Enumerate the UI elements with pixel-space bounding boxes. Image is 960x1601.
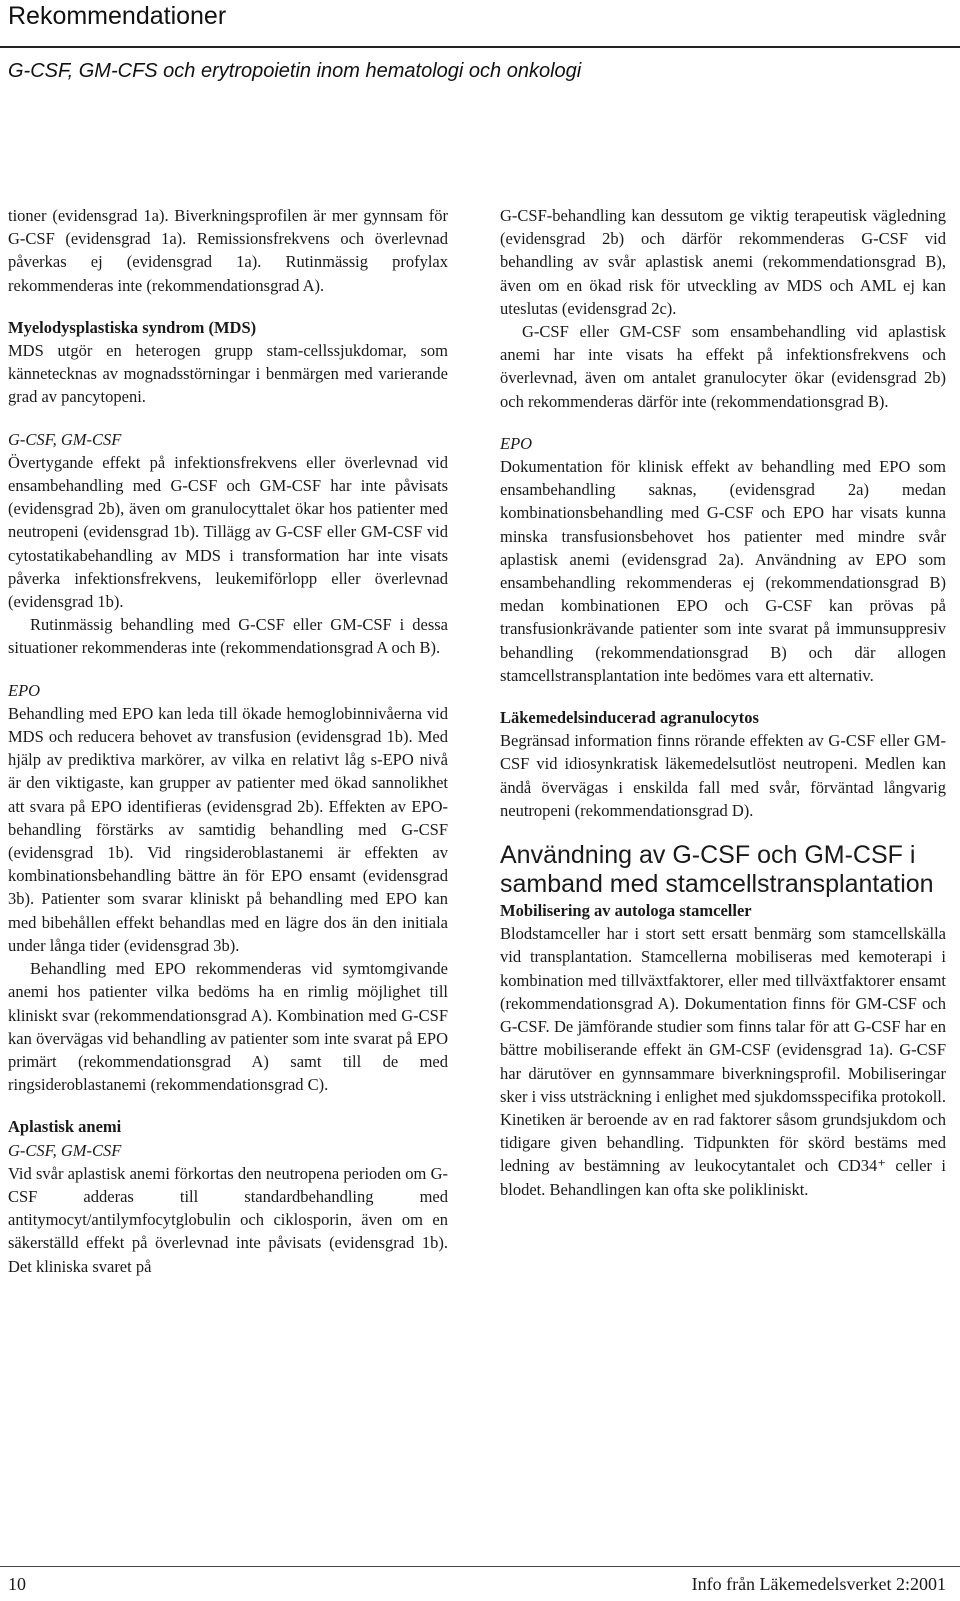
header-divider xyxy=(0,46,960,48)
aplastic-paragraph-1: Vid svår aplastisk anemi förkortas den neutropena perioden om G-CSF adderas till standardbehandling med antitymocyt/antilymfocytglobulin och ciklosporin, även om en säkerställd effekt på överlevnad inte påvisats (evidensgrad 1b). Det kliniska svaret på xyxy=(8,1163,448,1276)
mobilization-paragraph: Blodstamceller har i stort sett ersatt benmärg som stamcellskälla vid transplantation. Stamcellerna mobiliseras med kemoterapi i kombination med tillväxtfaktorer, eller med tillväxtfaktorer ensamt (rekommendationsgrad A). Dokumentation finns för GM-CSF och G-CSF. De jämförande studier som finns talar för att G-CSF har en bättre mobiliserande effekt än GM-CSF (evidensgrad 1a). G-CSF har därutöver en gynnsammare biverkningsprofil. Mobiliseringar sker i viss utsträckning i enlighet med sjukdomsspecifika protokoll. Kinetiken är beroende av en rad faktorer såsom grundsjukdom och tidigare given behandling. Tidpunkten för skörd bestäms med ledning av bestämning av leukocytantalet och CD34⁺ celler i blodet. Behandlingen kan ofta ske polikliniskt. xyxy=(500,924,946,1199)
epo-paragraph-1: Behandling med EPO kan leda till ökade hemoglobinnivåerna vid MDS och reducera behovet av transfusion (evidensgrad 1b). Med hjälp av prediktiva markörer, av vilka en relativt låg s-EPO nivå är den viktigaste, kan grupper av patienter med ökad sannolikhet att svara på EPO identifieras (evidensgrad 2b). Effekten av EPO-behandling förstärks av samtidig behandling med G-CSF (evidensgrad 1b). Vid ringsideroblastanemi är effekten av kombinationsbehandling bättre än för EPO ensamt (evidensgrad 3b). Patienter som svarar kliniskt på behandling med EPO kan med bibehållen effekt behandlas med en lägre dos än den initiala under långa tider (evidensgrad 3b). xyxy=(8,703,448,955)
right-paragraph-1: G-CSF-behandling kan dessutom ge viktig terapeutisk vägledning (evidensgrad 2b) och därför rekommenderas G-CSF vid behandling av svår aplastisk anemi (rekommendationsgrad B), även om en ökad risk för utveckling av MDS och AML ej kan uteslutas (evidensgrad 2c). xyxy=(500,206,946,318)
footer-divider xyxy=(0,1566,960,1567)
left-column xyxy=(8,204,448,1278)
gcsf-heading: G-CSF, GM-CSF xyxy=(8,429,122,449)
section-heading: Användning av G-CSF och GM-CSF i samband med stamcellstransplantation xyxy=(500,841,934,899)
page-number: 10 xyxy=(8,1574,26,1594)
intro-paragraph: tioner (evidensgrad 1a). Biverkningsprofilen är mer gynnsam för G-CSF (evidensgrad 1a). Remissionsfrekvens och överlevnad påverkas ej (evidensgrad 1a). Rutinmässig profylax rekommenderas inte (rekommendationsgrad A). xyxy=(8,206,448,295)
aplastic-epo-heading: EPO xyxy=(500,433,533,453)
mobilization-heading: Mobilisering av autologa stamceller xyxy=(500,901,752,921)
mds-paragraph: MDS utgör en heterogen grupp stam-cellssjukdomar, som kännetecknas av mognadsstörningar i benmärgen med varierande grad av pancytopeni. xyxy=(8,341,448,407)
gcsf-paragraph-2: Rutinmässig behandling med G-CSF eller GM-CSF i dessa situationer rekommenderas inte (rekommendationsgrad A och B). xyxy=(8,615,448,658)
publication-name: Info från Läkemedelsverket 2:2001 xyxy=(691,1574,946,1594)
right-paragraph-2: G-CSF eller GM-CSF som ensambehandling vid aplastisk anemi har inte visats ha effekt på infektionsfrekvens och överlevnad, även om antalet granulocyter ökar (evidensgrad 2b) och rekommenderas därför inte (rekommendationsgrad B). xyxy=(500,322,946,411)
epo-paragraph-2: Behandling med EPO rekommenderas vid symtomgivande anemi hos patienter vilka bedöms ha en rimlig möjlighet till kliniskt svar (rekommendationsgrad A). Kombination med G-CSF kan övervägas vid behandling av patienter som inte svarat på EPO primärt (rekommendationsgrad A) samt till de med ringsideroblastanemi (rekommendationsgrad C). xyxy=(8,959,448,1095)
aplastic-subheading: G-CSF, GM-CSF xyxy=(8,1140,122,1160)
aplastic-heading: Aplastisk anemi xyxy=(8,1117,122,1137)
mds-heading: Myelodysplastiska syndrom (MDS) xyxy=(8,317,257,337)
agranulocytosis-heading: Läkemedelsinducerad agranulocytos xyxy=(500,708,759,728)
epo-heading: EPO xyxy=(8,680,41,700)
right-column xyxy=(500,204,946,1201)
page-subtitle: G-CSF, GM-CFS och erytropoietin inom hematologi och onkologi xyxy=(8,60,582,82)
aplastic-epo-paragraph: Dokumentation för klinisk effekt av behandling med EPO som ensambehandling saknas, (evidensgrad 2a) medan kombinationsbehandling med G-CSF och EPO har visats kunna minska transfusionsbehovet hos patienter med mindre svår aplastisk anemi (evidensgrad 2a). Användning av EPO som ensambehandling rekommenderas ej (rekommendationsgrad B) medan kombinationen EPO och G-CSF kan prövas på transfusionkrävande patienter som inte svarat på immunsuppresiv behandling (rekommendationsgrad B) och där allogen stamcellstransplantation inte bedömes vara ett alternativ. xyxy=(500,457,946,685)
agranulocytosis-paragraph: Begränsad information finns rörande effekten av G-CSF eller GM-CSF vid idiosynkratisk läkemedelsutlöst neutropeni. Medlen kan ändå övervägas i enskilda fall med svår, förväntad långvarig neutropeni (rekommendationsgrad D). xyxy=(500,731,946,820)
page-title: Rekommendationer xyxy=(8,2,227,30)
gcsf-paragraph-1: Övertygande effekt på infektionsfrekvens eller överlevnad vid ensambehandling med G-CSF och GM-CSF har inte påvisats (evidensgrad 2b), även om granulocyttalet ökar hos patienter med neutropeni (evidensgrad 1b). Tillägg av G-CSF eller GM-CSF vid cytostatikabehandling av MDS i transformation har inte visats påverka infektionsfrekvens, leukemiförlopp eller överlevnad (evidensgrad 1b). xyxy=(8,452,448,612)
